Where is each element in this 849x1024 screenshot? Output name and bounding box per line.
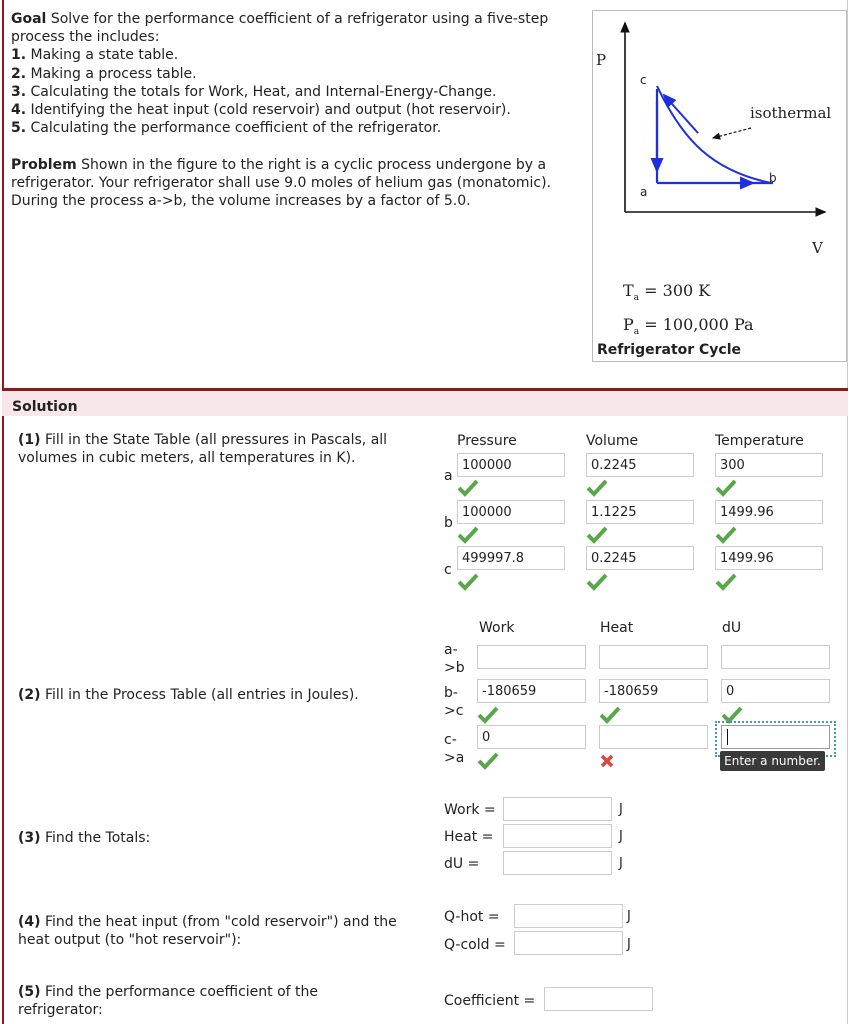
q-cold-label: Q-cold = <box>444 937 506 953</box>
pa-subscript: a <box>633 327 640 338</box>
problem-text: Shown in the figure to the right is a cyclic process undergone by a refrigerator. Your refrigerator shall use <box>11 157 547 192</box>
volume-c-input[interactable]: 0.2245 <box>586 546 694 570</box>
total-work-input[interactable] <box>503 797 612 821</box>
temperature-b-input[interactable]: 1499.96 <box>715 500 823 524</box>
process-label-line: >b <box>444 660 465 676</box>
check-icon <box>586 526 608 544</box>
process-label-line: a- <box>444 642 458 658</box>
step-text: Identifying the heat input (cold reservoir) and output (hot reservoir). <box>30 102 511 119</box>
check-icon <box>715 526 737 544</box>
q-hot-label: Q-hot = <box>444 909 500 925</box>
cross-icon <box>599 753 615 769</box>
total-du-unit: J <box>619 856 623 871</box>
process-label-bc <box>444 684 463 720</box>
header-du: dU <box>722 620 742 636</box>
pressure-c-input[interactable]: 499997.8 <box>457 546 565 570</box>
du-ca-input[interactable] <box>721 725 830 749</box>
question-text: Fill in the State Table (all pressures in Pascals, all volumes in cubic meters, all temperatures in K). <box>18 432 388 466</box>
check-icon <box>586 479 608 497</box>
solution-title: Solution <box>12 399 78 415</box>
check-icon <box>715 573 737 591</box>
volume-b-input[interactable]: 1.1225 <box>586 500 694 524</box>
isothermal-curve <box>657 86 771 183</box>
heat-bc-input[interactable]: -180659 <box>599 679 708 703</box>
step-text: Calculating the totals for Work, Heat, and Internal-Energy-Change. <box>30 83 497 100</box>
pressure-a-input[interactable]: 100000 <box>457 453 565 477</box>
point-label-c: c <box>640 73 647 87</box>
header-temperature: Temperature <box>715 433 804 449</box>
question-number: (1) <box>18 432 41 448</box>
question-number: (5) <box>18 984 41 1000</box>
volume-a-input[interactable]: 0.2245 <box>586 453 694 477</box>
header-heat: Heat <box>600 620 634 636</box>
question-text: Fill in the Process Table (all entries in Joules). <box>45 687 359 703</box>
step-text: Making a process table. <box>30 65 197 82</box>
goal-step <box>11 46 581 64</box>
total-work-unit: J <box>619 802 623 817</box>
problem-text: moles of helium gas (monatomic). During the process a->b, the volume increases by a factor of <box>11 175 552 210</box>
check-icon <box>477 752 499 770</box>
goal-steps <box>11 46 581 137</box>
work-bc-input[interactable]: -180659 <box>477 679 586 703</box>
check-icon <box>457 573 479 591</box>
process-label-line: c- <box>444 732 457 748</box>
problem-statement <box>11 156 586 211</box>
q-hot-input[interactable] <box>514 904 623 928</box>
ta-symbol: T <box>623 281 634 300</box>
question-text: Find the Totals: <box>45 830 151 846</box>
question-1 <box>18 431 428 467</box>
pv-diagram-svg <box>593 11 846 361</box>
pa-text: = 100,000 Pa <box>644 315 754 334</box>
q-cold-unit: J <box>627 937 631 952</box>
goal-step <box>11 65 581 83</box>
question-number: (4) <box>18 914 41 930</box>
input-tooltip: Enter a number. <box>720 751 825 771</box>
step-number: 1. <box>11 47 27 64</box>
du-bc-input[interactable]: 0 <box>721 679 830 703</box>
goal-step <box>11 83 581 101</box>
goal-section <box>11 10 581 137</box>
check-icon <box>457 526 479 544</box>
pressure-b-input[interactable]: 100000 <box>457 500 565 524</box>
header-work: Work <box>479 620 515 636</box>
question-5 <box>18 983 378 1019</box>
ta-value <box>623 281 710 303</box>
problem-text: . <box>466 193 471 210</box>
question-3 <box>18 829 428 847</box>
temperature-a-input[interactable]: 300 <box>715 453 823 477</box>
check-icon <box>599 706 621 724</box>
total-du-label: dU = <box>444 856 480 872</box>
isothermal-label: isothermal <box>750 104 832 122</box>
figure-caption: Refrigerator Cycle <box>597 342 742 358</box>
q-cold-input[interactable] <box>514 931 623 955</box>
temperature-c-input[interactable]: 1499.96 <box>715 546 823 570</box>
check-icon <box>457 479 479 497</box>
goal-paragraph <box>11 10 581 46</box>
total-du-input[interactable] <box>503 851 612 875</box>
header-volume: Volume <box>586 433 639 449</box>
total-work-label: Work = <box>444 802 496 818</box>
process-label-ab <box>444 641 465 677</box>
work-ab-input[interactable] <box>477 645 586 669</box>
problem-label: Problem <box>11 157 77 173</box>
goal-step <box>11 101 581 119</box>
heat-ab-input[interactable] <box>599 645 708 669</box>
check-icon <box>586 573 608 591</box>
process-label-line: >c <box>444 703 464 719</box>
header-pressure: Pressure <box>457 433 517 449</box>
q-hot-unit: J <box>627 909 631 924</box>
coefficient-label: Coefficient = <box>444 993 536 1009</box>
process-label-ca <box>444 731 464 767</box>
goal-label: Goal <box>11 11 47 27</box>
pv-diagram <box>592 10 847 362</box>
coefficient-input[interactable] <box>544 987 653 1011</box>
problem-moles: 9.0 <box>284 175 307 192</box>
check-icon <box>715 479 737 497</box>
isothermal-pointer <box>713 128 751 138</box>
point-label-b: b <box>769 171 777 185</box>
question-4 <box>18 913 418 949</box>
du-ab-input[interactable] <box>721 645 830 669</box>
state-label-b: b <box>444 515 453 531</box>
pa-symbol: P <box>623 315 634 334</box>
axis-label-p: P <box>596 51 607 69</box>
question-text: Find the performance coefficient of the refrigerator: <box>18 984 319 1018</box>
heat-ca-input[interactable] <box>599 725 708 749</box>
check-icon <box>477 706 499 724</box>
problem-factor: 5.0 <box>443 193 467 210</box>
step-text: Making a state table. <box>30 47 179 64</box>
total-heat-input[interactable] <box>503 824 612 848</box>
question-number: (3) <box>18 830 41 846</box>
total-heat-unit: J <box>619 829 623 844</box>
step-number: 2. <box>11 65 27 82</box>
question-text: Find the heat input (from "cold reservoir") and the heat output (to "hot reservoir"): <box>18 914 397 948</box>
state-label-a: a <box>444 468 453 484</box>
pa-value <box>623 315 754 337</box>
state-label-c: c <box>444 562 452 578</box>
question-2 <box>18 686 428 704</box>
ta-subscript: a <box>633 293 640 304</box>
ta-text: = 300 K <box>644 281 711 300</box>
step-number: 3. <box>11 83 27 100</box>
goal-step <box>11 119 581 137</box>
work-ca-input[interactable]: 0 <box>477 725 586 749</box>
step-number: 5. <box>11 120 27 137</box>
process-label-line: b- <box>444 685 458 701</box>
step-number: 4. <box>11 102 27 119</box>
axis-label-v: V <box>812 239 823 257</box>
process-label-line: >a <box>444 750 465 766</box>
question-number: (2) <box>18 687 41 703</box>
solution-header <box>2 388 848 416</box>
step-text: Calculating the performance coefficient of the refrigerator. <box>30 120 442 137</box>
total-heat-label: Heat = <box>444 829 494 845</box>
goal-text: Solve for the performance coefficient of a refrigerator using a five-step process the includes: <box>11 11 549 46</box>
text-cursor <box>727 729 728 745</box>
point-label-a: a <box>640 185 648 199</box>
